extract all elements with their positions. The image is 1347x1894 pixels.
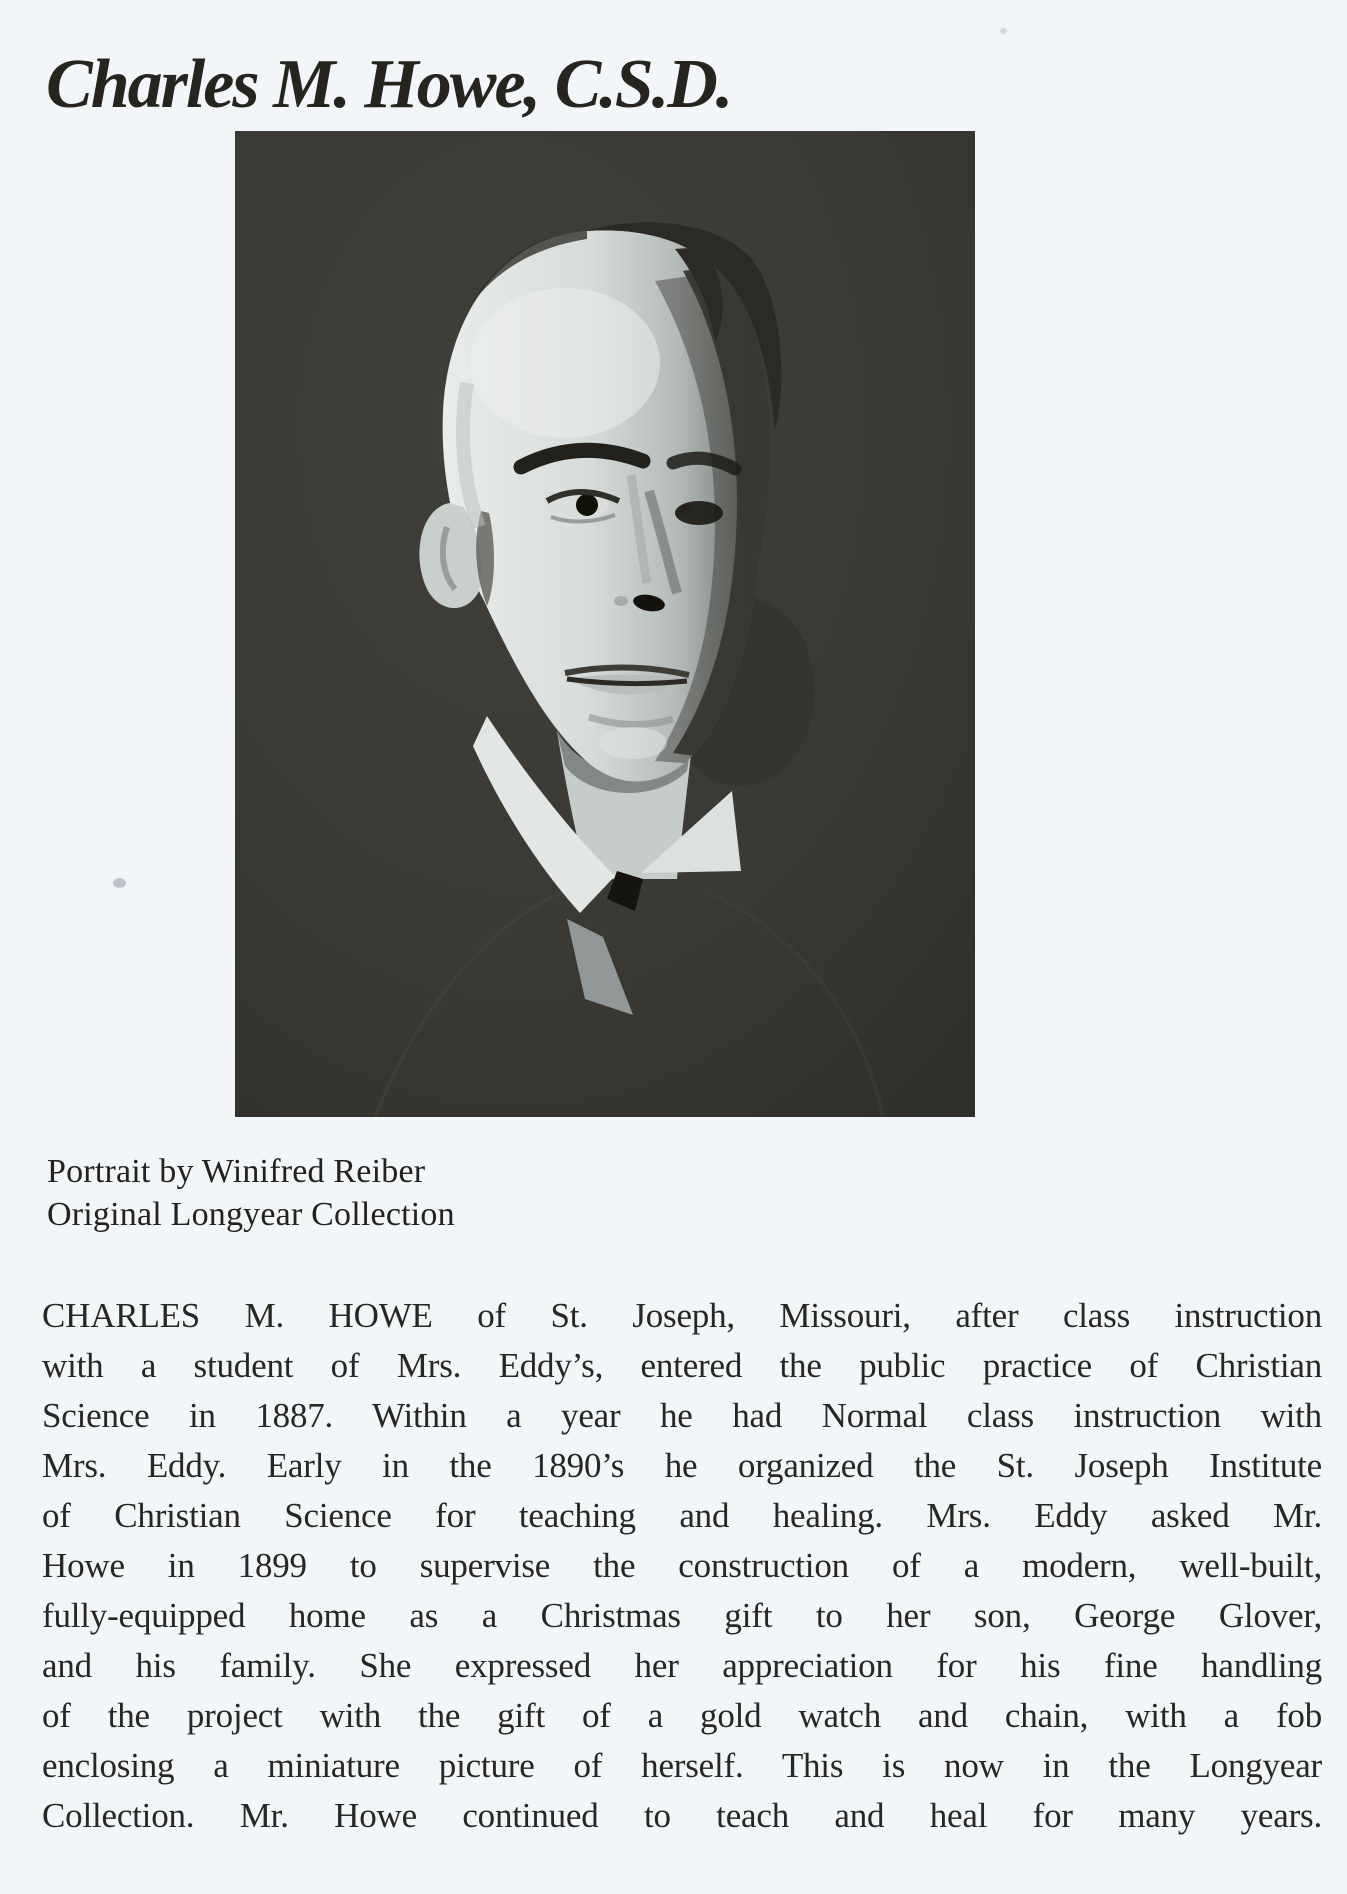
scan-speck (1000, 28, 1007, 34)
caption-line: Original Longyear Collection (47, 1196, 455, 1233)
body-line: of the project with the gift of a gold watch and chain, with a fob (42, 1696, 1322, 1735)
body-line: Howe in 1899 to supervise the construction of a modern, well-built, (42, 1546, 1322, 1585)
portrait-photo (235, 131, 975, 1117)
body-line: Collection. Mr. Howe continued to teach and heal for many years. (42, 1796, 1322, 1835)
body-line: with a student of Mrs. Eddy’s, entered the public practice of Christian (42, 1346, 1322, 1385)
body-line: fully-equipped home as a Christmas gift to her son, George Glover, (42, 1596, 1322, 1635)
scan-speck (113, 878, 126, 888)
biography-paragraph (42, 1291, 1322, 1841)
body-line: and his family. She expressed her appreciation for his fine handling (42, 1646, 1322, 1685)
body-line: enclosing a miniature picture of herself. This is now in the Longyear (42, 1746, 1322, 1785)
portrait-image (235, 131, 975, 1117)
page-title: Charles M. Howe, C.S.D. (46, 45, 732, 123)
body-line: CHARLES M. HOWE of St. Joseph, Missouri, after class instruction (42, 1296, 1322, 1335)
body-line: Science in 1887. Within a year he had Normal class instruction with (42, 1396, 1322, 1435)
body-line: Mrs. Eddy. Early in the 1890’s he organized the St. Joseph Institute (42, 1446, 1322, 1485)
body-line: of Christian Science for teaching and healing. Mrs. Eddy asked Mr. (42, 1496, 1322, 1535)
portrait-caption (47, 1150, 455, 1236)
caption-line: Portrait by Winifred Reiber (47, 1153, 426, 1190)
